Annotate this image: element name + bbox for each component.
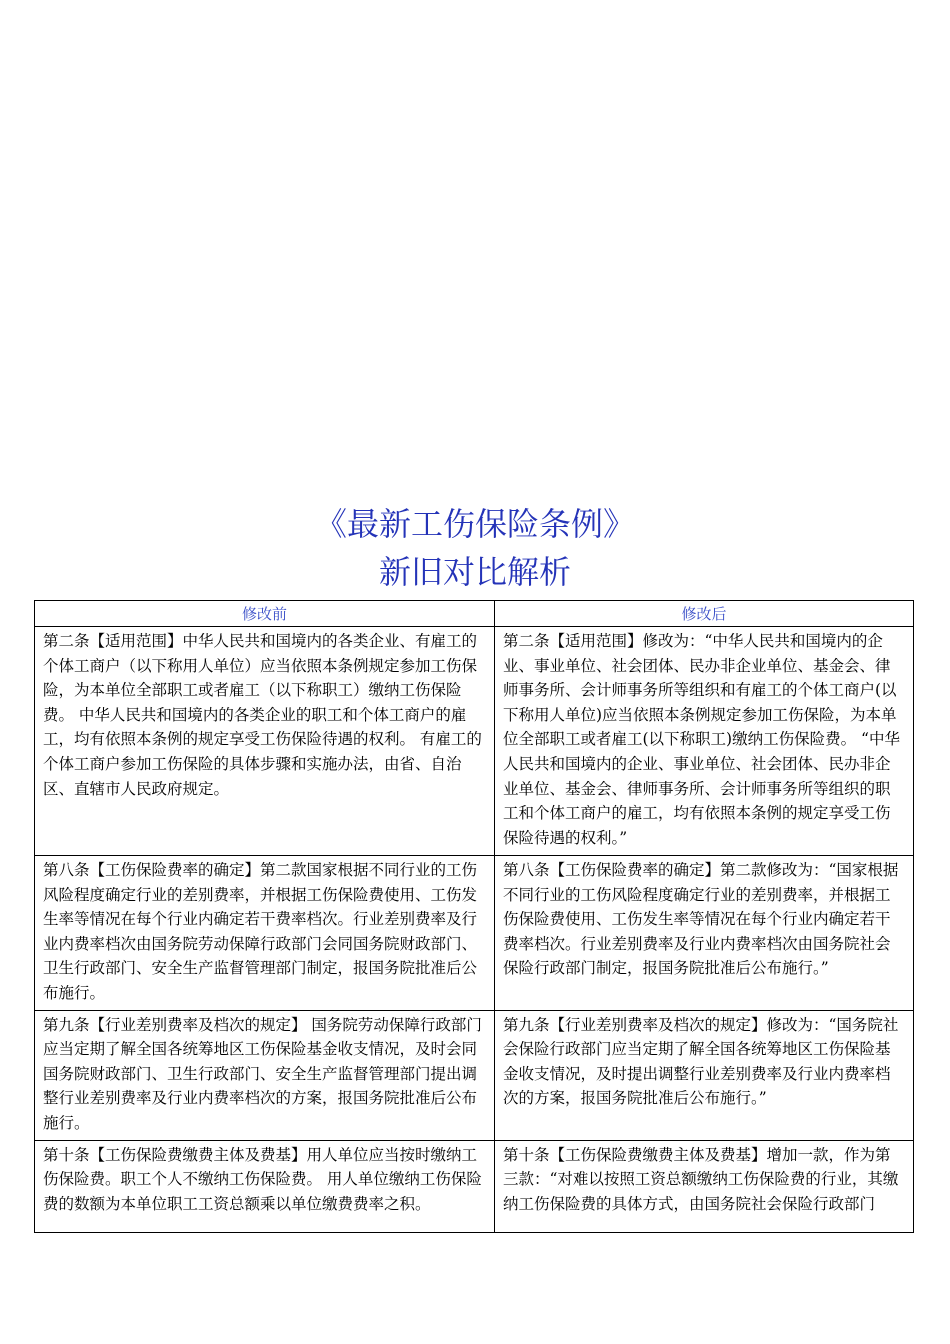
table-row bbox=[35, 856, 914, 1011]
title-line-2: 新旧对比解析 bbox=[378, 553, 571, 591]
table-row bbox=[35, 1010, 914, 1140]
header-after: 修改后 bbox=[495, 601, 914, 627]
cell-after: 第八条【工伤保险费率的确定】第二款修改为：“国家根据不同行业的工伤风险程度确定行业的差别费率，并根据工伤保险费使用、工伤发生率等情况在每个行业内确定若干费率档次。行业差别费率及行业内费率档次由国务院社会保险行政部门制定，报国务院批准后公布施行。” bbox=[495, 856, 914, 1011]
cell-after: 第九条【行业差别费率及档次的规定】修改为：“国务院社会保险行政部门应当定期了解全国各统筹地区工伤保险基金收支情况，及时提出调整行业差别费率及行业内费率档次的方案，报国务院批准后公布施行。” bbox=[495, 1010, 914, 1140]
cell-after: 第十条【工伤保险费缴费主体及费基】增加一款，作为第三款：“对难以按照工资总额缴纳工伤保险费的行业，其缴纳工伤保险费的具体方式，由国务院社会保险行政部门 bbox=[495, 1140, 914, 1232]
cell-after: 第二条【适用范围】修改为：“中华人民共和国境内的企业、事业单位、社会团体、民办非企业单位、基金会、律师事务所、会计师事务所等组织和有雇工的个体工商户(以下称用人单位)应当依照本条例规定参加工伤保险，为本单位全部职工或者雇工(以下称职工)缴纳工伤保险费。 “中华人民共和国境内的企业、事业单位、社会团体、民办非企业单位、基金会、律师事务所、会计师事务所等组织的职工和个体工商户的雇工，均有依照本条例的规定享受工伤保险待遇的权利。” bbox=[495, 627, 914, 856]
title-line-1: 《最新工伤保险条例》 bbox=[314, 505, 635, 543]
cell-before: 第十条【工伤保险费缴费主体及费基】用人单位应当按时缴纳工伤保险费。职工个人不缴纳工伤保险费。 用人单位缴纳工伤保险费的数额为本单位职工工资总额乘以单位缴费费率之积。 bbox=[35, 1140, 495, 1232]
cell-before: 第九条【行业差别费率及档次的规定】 国务院劳动保障行政部门应当定期了解全国各统筹地区工伤保险基金收支情况，及时会同国务院财政部门、卫生行政部门、安全生产监督管理部门提出调整行业差别费率及行业内费率档次的方案，报国务院批准后公布施行。 bbox=[35, 1010, 495, 1140]
table-header-row bbox=[35, 601, 914, 627]
document-title bbox=[0, 500, 950, 596]
cell-before: 第八条【工伤保险费率的确定】第二款国家根据不同行业的工伤风险程度确定行业的差别费率，并根据工伤保险费使用、工伤发生率等情况在每个行业内确定若干费率档次。行业差别费率及行业内费率档次由国务院劳动保障行政部门会同国务院财政部门、卫生行政部门、安全生产监督管理部门制定，报国务院批准后公布施行。 bbox=[35, 856, 495, 1011]
cell-before: 第二条【适用范围】中华人民共和国境内的各类企业、有雇工的个体工商户（以下称用人单位）应当依照本条例规定参加工伤保险，为本单位全部职工或者雇工（以下称职工）缴纳工伤保险费。 中华人民共和国境内的各类企业的职工和个体工商户的雇工，均有依照本条例的规定享受工伤保险待遇的权利。 有雇工的个体工商户参加工伤保险的具体步骤和实施办法，由省、自治区、直辖市人民政府规定。 bbox=[35, 627, 495, 856]
table-row bbox=[35, 1140, 914, 1232]
table-row bbox=[35, 627, 914, 856]
comparison-table bbox=[34, 600, 914, 1233]
header-before: 修改前 bbox=[35, 601, 495, 627]
